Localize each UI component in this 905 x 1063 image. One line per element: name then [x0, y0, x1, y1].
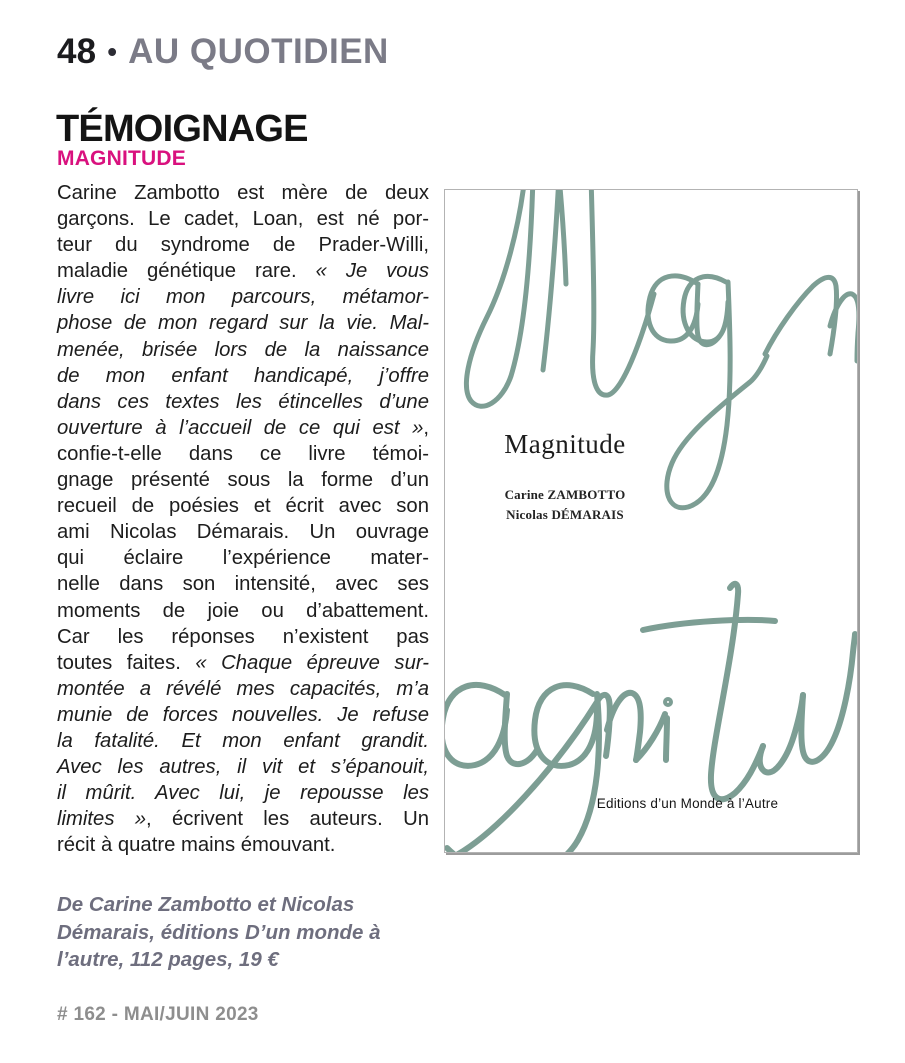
body-line: ouverture à l’accueil de ce qui est », — [57, 416, 429, 439]
script-i-stem — [666, 718, 667, 760]
body-line: limites », écrivent les auteurs. Un — [57, 808, 429, 831]
script-a2-bowl — [445, 685, 507, 766]
body-line: maladie génétique rare. « Je vous — [57, 260, 429, 283]
book-author-1: Carine ZAMBOTTO — [504, 487, 626, 502]
body-line: récit à quatre mains émouvant. — [57, 834, 336, 857]
script-t-bar — [643, 620, 775, 630]
body-line: dans ces textes les étincelles d’une — [57, 390, 429, 413]
credits-line: De Carine Zambotto et Nicolas — [57, 893, 355, 916]
script-n-entry — [765, 277, 837, 354]
header-separator-dot: • — [107, 36, 118, 68]
article-title: MAGNITUDE — [57, 147, 186, 170]
script-g-bowl — [683, 276, 728, 342]
page-number: 48 — [57, 32, 97, 71]
book-publisher: Editions d’un Monde à l’Autre — [596, 796, 779, 811]
body-line: ami Nicolas Démarais. Un ouvrage — [57, 521, 429, 544]
page-header — [57, 34, 389, 69]
script-u-first — [760, 695, 803, 773]
script-a-stem — [697, 284, 719, 345]
article-kicker: TÉMOIGNAGE — [56, 108, 308, 150]
body-line: Carine Zambotto est mère de deux — [57, 182, 429, 204]
body-line: gnage présenté sous la forme d’un — [57, 469, 429, 492]
body-line: confie-t-elle dans ce livre témoi- — [57, 442, 429, 465]
script-word-bottom — [445, 584, 855, 852]
body-line: munie de forces nouvelles. Je refuse — [57, 703, 429, 726]
section-title: AU QUOTIDIEN — [128, 32, 389, 71]
body-line: qui éclaire l’expérience mater- — [57, 547, 429, 570]
article-body — [57, 180, 429, 858]
body-line: la fatalité. Et mon enfant grandit. — [57, 729, 429, 752]
body-line: nelle dans son intensité, avec ses — [57, 573, 429, 596]
body-line: recueil de poésies et écrit avec son — [57, 495, 429, 518]
script-g2-descender — [447, 694, 599, 852]
script-t-stem — [711, 584, 763, 799]
book-title: Magnitude — [504, 429, 626, 459]
book-cover — [444, 189, 858, 853]
body-line: moments de joie ou d’abattement. — [57, 599, 429, 622]
body-line: de mon enfant handicapé, j’offre — [57, 364, 429, 387]
credits-line: l’autre, 112 pages, 19 € — [57, 948, 279, 971]
body-line: il mûrit. Avec lui, je repousse les — [57, 782, 429, 805]
body-line: menée, brisée lors de la naissance — [57, 338, 429, 361]
script-m-left-loop — [466, 190, 533, 406]
script-m-middle — [543, 190, 566, 370]
article-credits — [57, 891, 447, 974]
book-author-2: Nicolas DÉMARAIS — [506, 506, 624, 522]
body-line: livre ici mon parcours, métamor- — [57, 286, 429, 309]
script-m-right — [591, 190, 654, 395]
body-line: garçons. Le cadet, Loan, est né por- — [57, 208, 429, 231]
body-line: Car les réponses n’existent pas — [57, 625, 429, 648]
body-line: teur du syndrome de Prader-Willi, — [57, 234, 429, 257]
body-line: toutes faites. « Chaque épreuve sur- — [57, 651, 429, 674]
body-line: phose de mon regard sur la vie. Mal- — [57, 312, 429, 335]
credits-line: Démarais, éditions D’un monde à — [57, 920, 381, 944]
script-u-final — [801, 634, 855, 762]
body-line: montée a révélé mes capacités, m’a — [57, 677, 429, 700]
script-g2-bowl — [534, 685, 597, 766]
script-i-dot — [666, 700, 670, 704]
book-authors — [445, 485, 685, 524]
script-word-top — [466, 190, 857, 508]
page-footer: # 162 - MAI/JUIN 2023 — [57, 1004, 259, 1025]
body-line: Avec les autres, il vit et s’épanouit, — [57, 756, 429, 779]
